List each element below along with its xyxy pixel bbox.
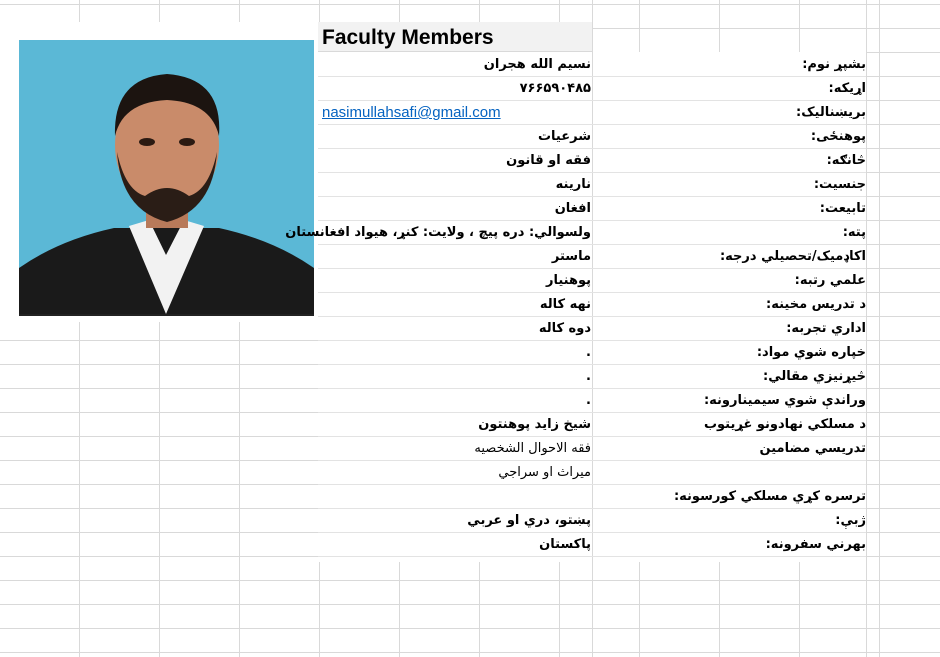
field-value[interactable]: ماستر	[551, 249, 591, 264]
field-value[interactable]: .	[586, 393, 591, 408]
field-value[interactable]: پښتو، دري او عربي	[467, 513, 591, 528]
left-eye	[139, 138, 155, 146]
field-label[interactable]: خپاره شوي مواد:	[756, 345, 866, 360]
field-value[interactable]: نارینه	[555, 177, 591, 192]
field-value[interactable]: .	[586, 369, 591, 384]
field-label[interactable]: اړیکه:	[828, 81, 866, 96]
field-value[interactable]: نهه کاله	[539, 297, 591, 312]
field-label[interactable]: جنسیت:	[813, 177, 866, 192]
field-label[interactable]: څیړنیزي مقالي:	[763, 369, 866, 384]
field-value[interactable]: دوه کاله	[538, 321, 591, 336]
field-label[interactable]: پوهنځی:	[810, 129, 866, 144]
field-value[interactable]: افغان	[554, 201, 591, 216]
field-value[interactable]: شیخ زاید پوهنتون	[478, 417, 591, 432]
field-value[interactable]: فقه او قانون	[506, 153, 591, 168]
field-value[interactable]: پوهنیار	[545, 273, 591, 288]
field-label[interactable]: د تدریس مخینه:	[766, 297, 866, 312]
field-label[interactable]: څانګه:	[826, 153, 866, 168]
field-label[interactable]: تابیعت:	[819, 201, 866, 216]
field-label[interactable]: تدریسي مضامین	[759, 441, 866, 456]
field-label[interactable]: اکاډمیک/تحصیلي درجه:	[719, 249, 866, 264]
right-eye	[179, 138, 195, 146]
field-value[interactable]: میراث او سراجي	[498, 465, 591, 480]
field-value[interactable]: ولسوالي: دره پیچ ، ولایت: کنړ، هیواد افغانستان	[285, 225, 591, 240]
field-label[interactable]: علمي رتبه:	[794, 273, 866, 288]
field-value[interactable]: .	[586, 345, 591, 360]
field-value[interactable]	[231, 101, 591, 125]
email-link[interactable]: nasimullahsafi@gmail.com	[322, 104, 501, 121]
field-value[interactable]: ۷۶۶۵۹۰۴۸۵	[519, 81, 591, 96]
field-label[interactable]: بریښنالیک:	[796, 105, 866, 120]
field-label[interactable]: پته:	[842, 225, 866, 240]
field-label[interactable]: بهرني سفرونه:	[765, 537, 866, 552]
field-value[interactable]	[231, 485, 591, 509]
field-label[interactable]: بشپړ نوم:	[802, 57, 866, 72]
field-label[interactable]: اداري تجربه:	[786, 321, 866, 336]
sheet-title[interactable]: Faculty Members	[318, 22, 592, 52]
field-label[interactable]: ترسره کړي مسلکي کورسونه:	[673, 489, 866, 504]
field-label[interactable]: وراندې شوي سیمینارونه:	[703, 393, 866, 408]
field-value[interactable]: فقه الاحوال الشخصیه	[474, 441, 591, 456]
field-value[interactable]: شرعیات	[537, 129, 591, 144]
field-label[interactable]: د مسلکي نهادونو غړیتوب	[703, 417, 866, 432]
column-divider	[866, 0, 867, 657]
field-value[interactable]: نسیم الله هجران	[483, 57, 591, 72]
field-label[interactable]: ژبې:	[835, 513, 866, 528]
field-value[interactable]: پاکستان	[539, 537, 591, 552]
field-label[interactable]	[566, 461, 866, 485]
